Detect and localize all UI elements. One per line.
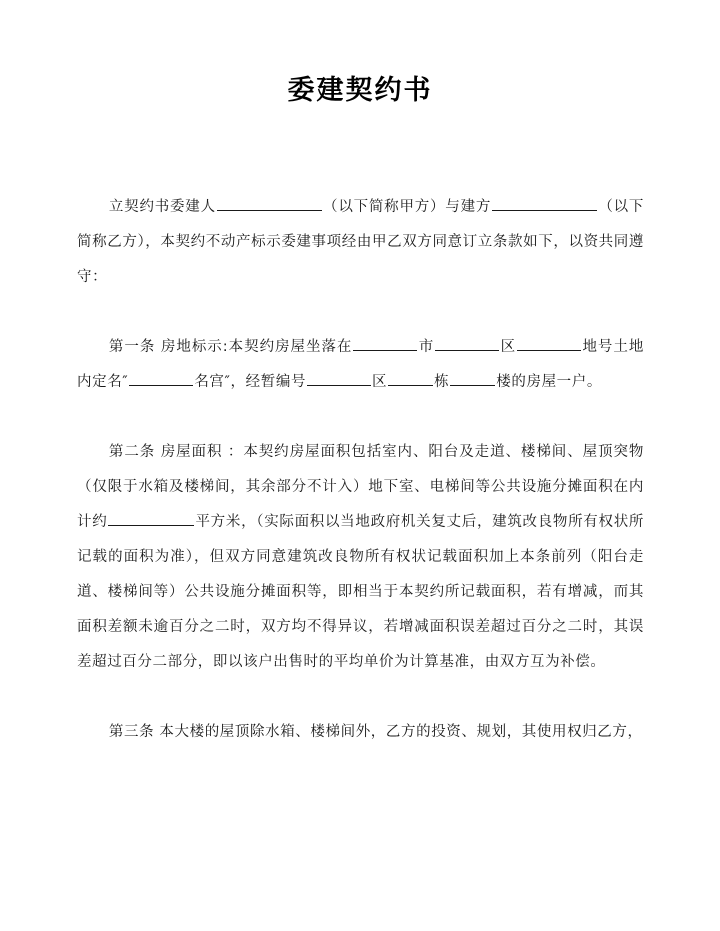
page-title: 委建契约书 <box>287 75 433 106</box>
fill-in-blank[interactable] <box>217 196 322 212</box>
text-run: 市 <box>418 339 435 355</box>
fill-in-blank[interactable] <box>129 371 193 387</box>
document-body <box>0 108 720 750</box>
paragraph-spacer <box>77 680 644 715</box>
text-run: 区 <box>372 374 388 390</box>
paragraph-article-1 <box>77 330 644 400</box>
fill-in-blank[interactable] <box>307 371 371 387</box>
text-run: 第三条 本大楼的屋顶除水箱、楼梯间外，乙方的投资、规划，其使用权归乙方， <box>108 724 643 740</box>
fill-in-blank[interactable] <box>108 511 194 527</box>
paragraph-article-2 <box>77 435 644 680</box>
text-run: 地号土地内定名″ <box>77 339 644 390</box>
fill-in-blank[interactable] <box>435 336 499 352</box>
text-run: 平方米，（实际面积以当地政府机关复丈后，建筑改良物所有权状所记载的面积为准），但双方同意建筑改良物所有权状记载面积加上本条前列（阳台走道、楼梯间等）公共设施分摊面积等，即相当于本契约所记载面积，若有增减，而其面积差额未逾百分之二时，双方均不得异议，若增减面积误差超过百分之二时，其误差超过百分二部分，即以该户出售时的平均单价为计算基准，由双方互为补偿。 <box>77 514 644 670</box>
text-run: 第二条 房屋面积 ：本契约房屋面积包括室内、阳台及走道、楼梯间、屋顶突物（仅限于水箱及楼梯间，其余部分不计入）地下室、电梯间等公共设施分摊面积在内计约 <box>77 444 644 530</box>
paragraph-spacer <box>77 295 644 330</box>
fill-in-blank[interactable] <box>450 371 495 387</box>
text-run: 立契约书委建人 <box>108 199 216 215</box>
fill-in-blank[interactable] <box>517 336 581 352</box>
text-run: （以下简称乙方），本契约不动产标示委建事项经由甲乙双方同意订立条款如下，以资共同遵守： <box>77 199 644 285</box>
paragraph-spacer <box>77 400 644 435</box>
fill-in-blank[interactable] <box>388 371 433 387</box>
fill-in-blank[interactable] <box>492 196 597 212</box>
text-run: 名宫″，经暂编号 <box>194 374 307 390</box>
text-run: （以下简称甲方）与建方 <box>322 199 492 215</box>
text-run: 栋 <box>434 374 450 390</box>
paragraph-article-3 <box>77 715 644 750</box>
paragraph-preamble <box>77 190 644 295</box>
text-run: 第一条 房地标示:本契约房屋坐落在 <box>108 339 353 355</box>
text-run: 楼的房屋一户。 <box>496 374 602 390</box>
fill-in-blank[interactable] <box>353 336 417 352</box>
text-run: 区 <box>500 339 517 355</box>
